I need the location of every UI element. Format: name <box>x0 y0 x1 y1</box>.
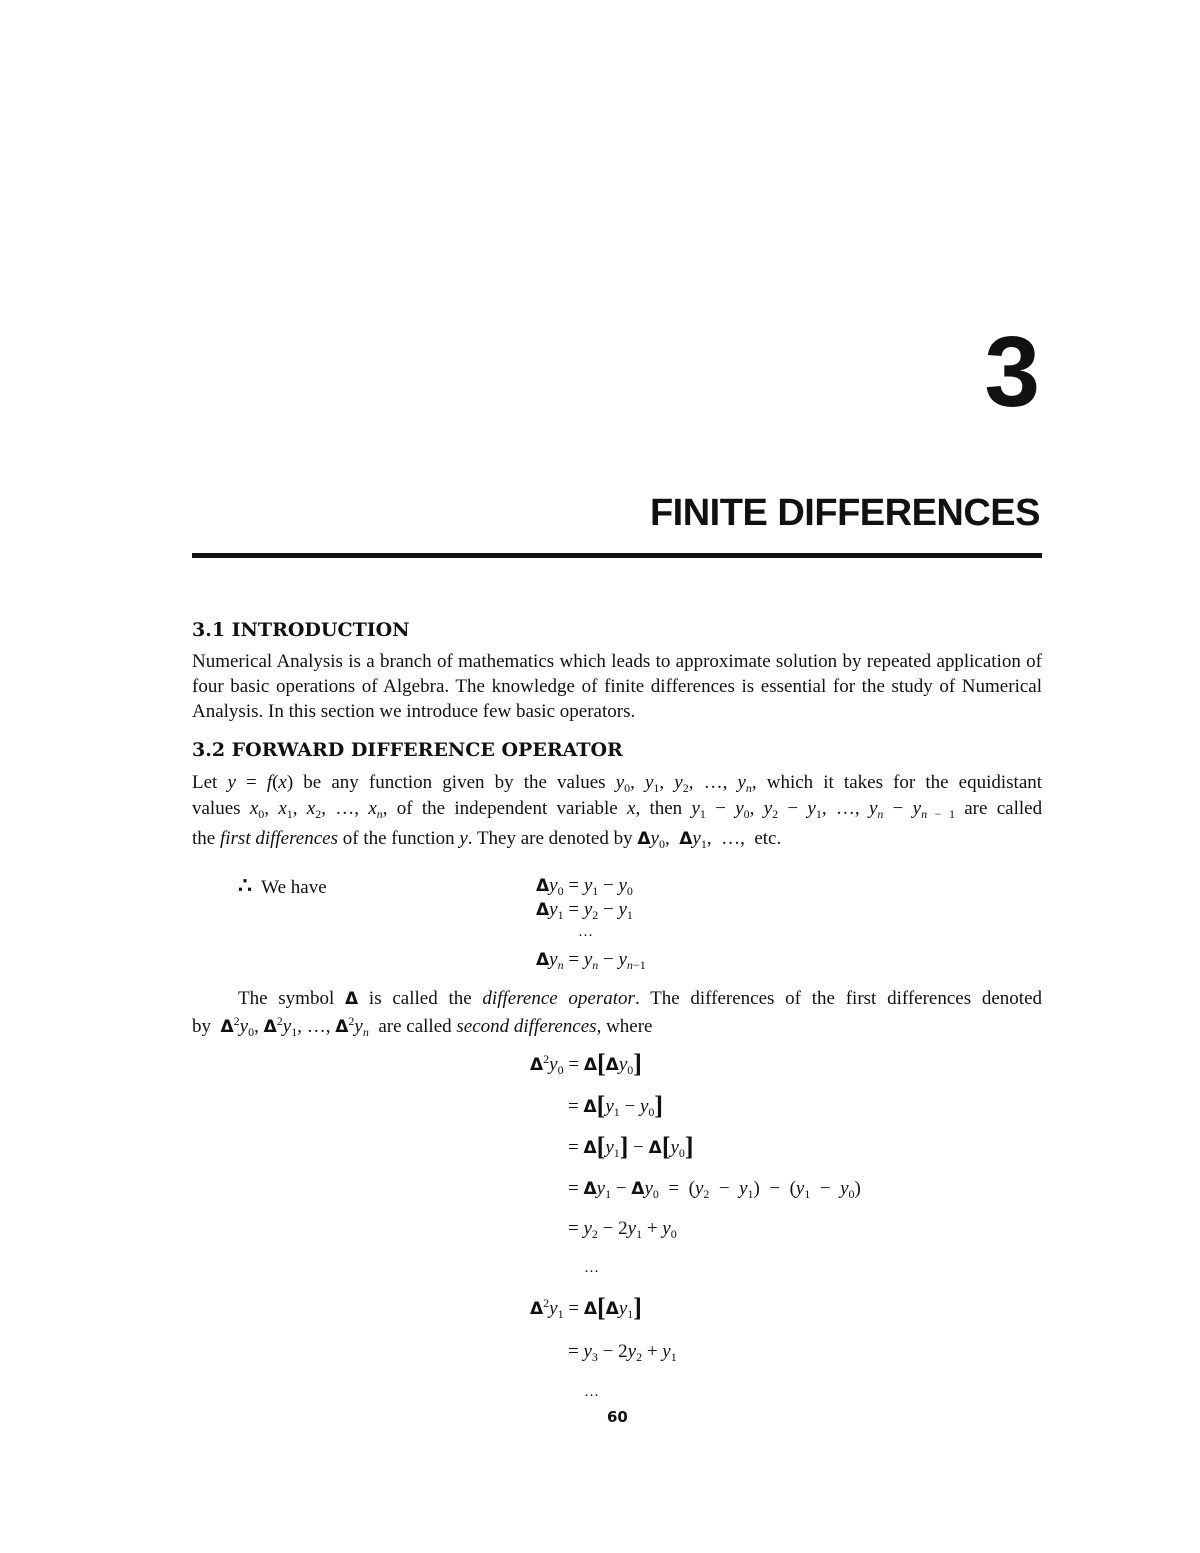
section-heading-forward-difference: 3.2 FORWARD DIFFERENCE OPERATOR <box>192 739 623 761</box>
first-difference-ellipsis: … <box>578 924 593 940</box>
second-difference-equation: = $\Delta[y_1] - \Delta[y_0]$ <box>568 1132 694 1161</box>
second-difference-ellipsis: … <box>584 1260 599 1276</box>
chapter-title-rule <box>192 553 1042 558</box>
second-difference-equation: = $y_3 - 2y_2 + y_1$ <box>568 1341 677 1364</box>
second-difference-ellipsis: … <box>584 1384 599 1400</box>
we-have-label: ∴ We have <box>238 873 327 898</box>
second-difference-equation: $\Delta^2y_0 = \Delta[\Delta y_0]$ <box>530 1049 642 1078</box>
first-difference-equation: $\Delta y_1 = y_2 - y_1$ <box>536 899 633 922</box>
second-difference-equation: $\Delta^2y_1 = \Delta[\Delta y_1]$ <box>530 1293 642 1322</box>
page-number: 60 <box>607 1408 628 1426</box>
therefore-icon: ∴ <box>238 873 252 898</box>
chapter-number: 3 <box>984 316 1040 428</box>
introduction-paragraph: Numerical Analysis is a branch of mathematics which leads to approximate solution by repeated application of four basic operations of Algebra. The knowledge of finite differences is essential for the study of Numerical Analysis. In this section we introduce few basic operators. <box>192 651 1042 722</box>
forward-difference-intro-line-1: Let y = f(x) be any function given by the values $y_0$, $y_1$, $y_2$, …, $y_n$, which it takes for the equidistant <box>192 772 1043 795</box>
second-difference-equation: = $y_2 - 2y_1 + y_0$ <box>568 1218 677 1241</box>
symbol-paragraph-line-2: by $\Delta^2y_0$, $\Delta^2y_1$, …, $\Delta^2y_n$ are called second differences, where <box>192 1014 653 1039</box>
forward-difference-intro-line-3: the first differences of the function y. They are denoted by $\Delta y_0$, $\Delta y_1$, …, etc. <box>192 828 782 851</box>
first-difference-equation: $\Delta y_0 = y_1 - y_0$ <box>536 875 633 898</box>
chapter-title: FINITE DIFFERENCES <box>649 492 1040 534</box>
first-difference-equation: $\Delta y_n = y_n - y_{n-1}$ <box>536 949 646 972</box>
forward-difference-intro-line-2: values $x_0$, $x_1$, $x_2$, …, $x_n$, of the independent variable x, then $y_1 - y_0$, $y_2 - y_1$, …, $y_n - y_{n - 1}$ are called <box>192 798 1043 821</box>
symbol-paragraph-line-1: The symbol Δ is called the difference operator. The differences of the first differences denoted <box>238 988 1043 1009</box>
second-difference-equation: = $\Delta[y_1 - y_0]$ <box>568 1091 664 1120</box>
section-heading-introduction: 3.1 INTRODUCTION <box>192 619 410 641</box>
second-difference-equation: = $\Delta y_1 - \Delta y_0 = (y_2 - y_1) - (y_1 - y_0)$ <box>568 1178 861 1201</box>
